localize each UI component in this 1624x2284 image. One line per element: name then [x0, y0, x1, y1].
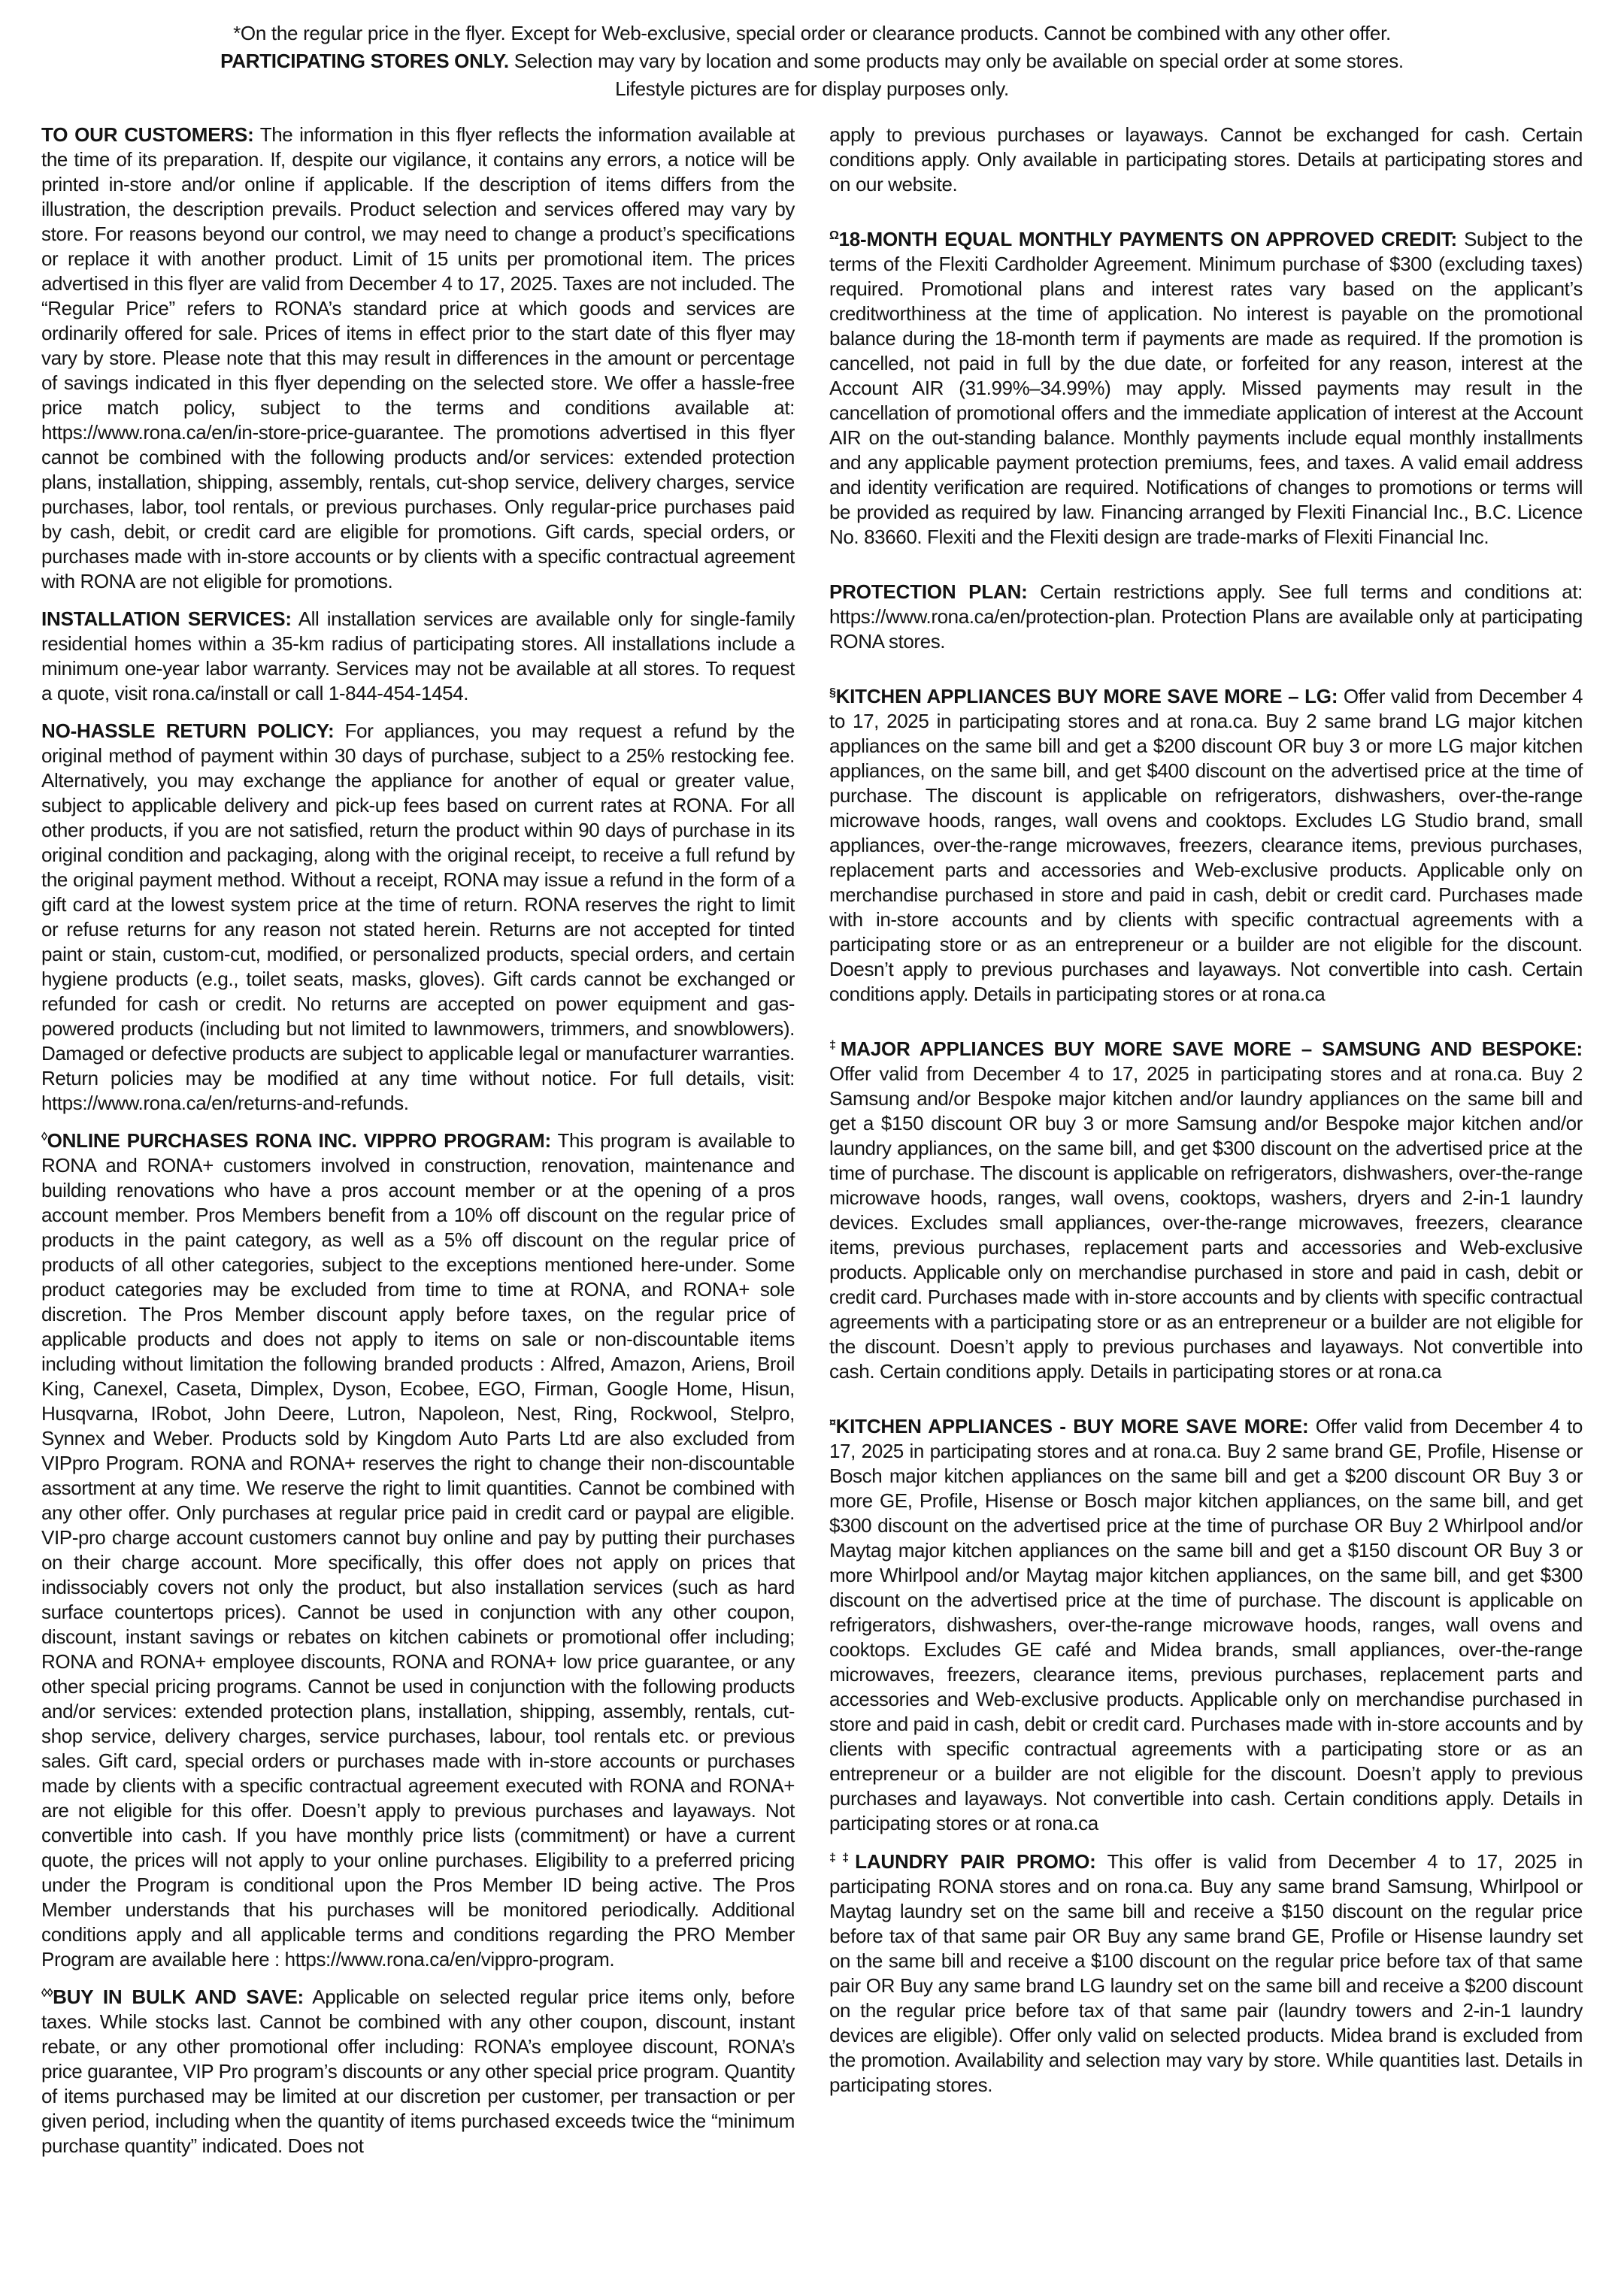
footnote-marker: ◊◊	[41, 1986, 53, 2000]
paragraph-body: The information in this flyer reflects the information available at the time of its preparation. If, despite our vigilance, it contains any errors, a notice will be printed in-store and/or online if applicable. If the description of items differs from the illustration, the description prevails. Product selection and services offered may vary by store. For reasons beyond our control, we may need to change a product’s specifications or replace it with another product. Limit of 15 units per promotional item. The prices advertised in this flyer are valid from December 4 to 17, 2025. Taxes are not included. The “Regular Price” refers to RONA’s standard price at which goods and services are ordinarily offered for sale. Prices of items in effect prior to the start date of this flyer may vary by store. Please note that this may result in differences in the amount or percentage of savings indicated in this flyer depending on the selected store. We offer a hassle-free price match policy, subject to the terms and conditions available at: https://www.rona.ca/en/in-store-price-guarantee. The promotions advertised in this flyer cannot be combined with the following products and/or services: extended protection plans, installation, shipping, assembly, rentals, cut-shop service, delivery charges, service purchases, labor, tool rentals, or previous purchases. Only regular-price purchases paid by cash, debit, or credit card are eligible for promotions. Gift cards, special orders, or purchases made with in-store accounts or by clients with a specific contractual agreement with RONA are not eligible for promotions.	[41, 123, 795, 592]
paragraph-body: apply to previous purchases or layaways. Cannot be exchanged for cash. Certain conditions apply. Only available in participating stores. Details at participating stores and on our website.	[829, 123, 1583, 195]
paragraph-body: Offer valid from December 4 to 17, 2025 in participating stores and at rona.ca. Buy 2 same brand GE, Profile, Hisense or Bosch major kitchen appliances on the same bill and get a $200 discount OR Buy 3 or more GE, Profile, Hisense or Bosch major kitchen appliances, on the same bill, and get $300 discount on the advertised price at the time of purchase OR Buy 2 Whirlpool and/or Maytag major kitchen appliances on the same bill and get a $150 discount OR Buy 3 or more Whirlpool and/or Maytag major kitchen appliances, on the same bill, and get $300 discount on the advertised price at the time of purchase. The discount is applicable on refrigerators, dishwashers, over-the-range microwave hoods, ranges, wall ovens and cooktops. Excludes GE café and Midea brands, small appliances, over-the-range microwaves, freezers, clearance items, previous purchases, replacement parts and accessories and Web-exclusive products. Applicable only on merchandise purchased in store and paid in cash, debit or credit card. Purchases made with in-store accounts and by clients with specific contractual agreements with a participating store or as an entrepreneur or a builder are not eligible for the discount. Doesn’t apply to previous purchases and layaways. Not convertible into cash. Certain conditions apply. Details in participating stores or at rona.ca	[829, 1415, 1583, 1834]
paragraph-heading: ONLINE PURCHASES RONA INC. VIPPRO PROGRAM:	[47, 1129, 551, 1152]
paragraph-body: Subject to the terms of the Flexiti Cardholder Agreement. Minimum purchase of $300 (excluding taxes) required. Promotional plans and interest rates vary based on the applicant’s creditworthiness at the time of application. No interest is payable on the promotional balance during the 18-month term if payments are made as required. If the promotion is cancelled, not paid in full by the due date, or forfeited for any reason, interest at the Account AIR (31.99%–34.99%) may apply. Missed payments may result in the cancellation of promotional offers and the immediate application of interest at the Account AIR on the out-standing balance. Monthly payments include equal monthly installments and any applicable payment protection premiums, fees, and taxes. A valid email address and identity verification are required. Notifications of changes to promotions or terms will be provided as required by law. Financing arranged by Flexiti Financial Inc., B.C. Licence No. 83660. Flexiti and the Flexiti design are trade-marks of Flexiti Financial Inc.	[829, 228, 1583, 548]
footnote-marker: ‡	[829, 1038, 841, 1052]
paragraph-body: This offer is valid from December 4 to 17, 2025 in participating RONA stores and on rona.ca. Buy any same brand Samsung, Whirlpool or Maytag laundry set on the same bill and receive a $150 discount on the regular price before tax of that same pair OR Buy any same brand GE, Profile or Hisense laundry set on the same bill and receive a $100 discount on the regular price before tax of that same pair OR Buy any same brand LG laundry set on the same bill and receive a $200 discount on the regular price before tax of that same pair (laundry towers and 2-in-1 laundry devices are eligible). Offer only valid on selected products. Midea brand is excluded from the promotion. Availability and selection may vary by store. While quantities last. Details in participating stores.	[829, 1850, 1583, 2096]
terms-paragraph	[829, 1849, 1583, 2098]
participating-stores-bold: PARTICIPATING STORES ONLY.	[220, 50, 509, 72]
terms-paragraph	[829, 1414, 1583, 1836]
paragraph-body: All installation services are available only for single-family residential homes within a 35-km radius of participating stores. All installations include a minimum one-year labor warranty. Services may not be available at all stores. To request a quote, visit rona.ca/install or call 1-844-454-1454.	[41, 607, 795, 704]
paragraph-heading: INSTALLATION SERVICES:	[41, 607, 292, 630]
disclaimer-line-participating-stores	[79, 47, 1545, 75]
terms-column-right	[829, 123, 1583, 2158]
terms-paragraph	[829, 684, 1583, 1007]
terms-columns	[41, 123, 1583, 2158]
paragraph-heading: PROTECTION PLAN:	[829, 580, 1028, 603]
terms-paragraph	[41, 719, 795, 1116]
terms-paragraph	[829, 1037, 1583, 1384]
terms-paragraph	[829, 227, 1583, 550]
paragraph-heading: 18-MONTH EQUAL MONTHLY PAYMENTS ON APPROVED CREDIT:	[838, 228, 1457, 250]
paragraph-heading: KITCHEN APPLIANCES - BUY MORE SAVE MORE:	[835, 1415, 1309, 1437]
disclaimer-line-regular-price: *On the regular price in the flyer. Except for Web-exclusive, special order or clearance products. Cannot be combined with any other offer.	[233, 22, 1391, 44]
paragraph-body: For appliances, you may request a refund by the original method of payment within 30 days of purchase, subject to a 25% restocking fee. Alternatively, you may exchange the appliance for another of equal or greater value, subject to applicable delivery and pick-up fees based on current rates at RONA. For all other products, if you are not satisfied, return the product within 90 days of purchase in its original condition and packaging, along with the original receipt, to receive a full refund by the original payment method. Without a receipt, RONA may issue a refund in the form of a gift card at the lowest system price at the time of return. RONA reserves the right to limit or refuse returns for any reason not stated herein. Returns are not accepted for tinted paint or stain, custom-cut, modified, or personalized products, special orders, and certain hygiene products (e.g., toilet seats, masks, gloves). Gift cards cannot be exchanged or refunded for cash or credit. No returns are accepted on power equipment and gas-powered products (including but not limited to lawnmowers, trimmers, and snowblowers). Damaged or defective products are subject to applicable legal or manufacturer warranties. Return policies may be modified at any time without notice. For full details, visit: https://www.rona.ca/en/returns-and-refunds.	[41, 719, 795, 1114]
top-disclaimer	[79, 20, 1545, 103]
paragraph-heading: LAUNDRY PAIR PROMO:	[855, 1850, 1096, 1873]
terms-paragraph	[41, 123, 795, 594]
terms-column-left	[41, 123, 795, 2158]
footnote-marker: ‡‡	[829, 1851, 856, 1864]
paragraph-body: Offer valid from December 4 to 17, 2025 in participating stores and at rona.ca. Buy 2 same brand LG major kitchen appliances on the same bill and get a $200 discount OR buy 3 or more LG major kitchen appliances, on the same bill, and get $400 discount on the advertised price at the time of purchase. The discount is applicable on refrigerators, dishwashers, over-the-range microwave hoods, ranges, wall ovens and cooktops. Excludes LG Studio brand, small appliances, over-the-range microwaves, freezers, clearance items, previous purchases, replacement parts and accessories and Web-exclusive products. Applicable only on merchandise purchased in store and paid in cash, debit or credit card. Purchases made with in-store accounts and by clients with specific contractual agreements with a participating store or as an entrepreneur or a builder are not eligible for the discount. Doesn’t apply to previous purchases and layaways. Not convertible into cash. Certain conditions apply. Details in participating stores or at rona.ca	[829, 685, 1583, 1005]
paragraph-heading: MAJOR APPLIANCES BUY MORE SAVE MORE – SAMSUNG AND BESPOKE:	[840, 1037, 1583, 1060]
footnote-marker: §	[829, 686, 836, 699]
footnote-marker: Ω	[829, 229, 839, 242]
footnote-marker: ¤	[829, 1416, 836, 1429]
paragraph-body: Certain restrictions apply. See full terms and conditions at: https://www.rona.ca/en/protection-plan. Protection Plans are available only at participating RONA stores.	[829, 580, 1583, 653]
paragraph-heading: NO-HASSLE RETURN POLICY:	[41, 719, 335, 742]
paragraph-body: This program is available to RONA and RONA+ customers involved in construction, renovation, maintenance and building renovations who have a pros account member or at the opening of a pros account member. Pros Members benefit from a 10% off discount on the regular price of products in the paint category, as well as a 5% off discount on the regular price of products of all other categories, subject to the exceptions mentioned here-under. Some product categories may be excluded from time to time at RONA, and RONA+ sole discretion. The Pros Member discount apply before taxes, on the regular price of applicable products and does not apply to items on sale or non-discountable items including without limitation the following branded products : Alfred, Amazon, Ariens, Broil King, Canexel, Caseta, Dimplex, Dyson, Ecobee, EGO, Firman, Google Home, Hisun, Husqvarna, IRobot, John Deere, Lutron, Napoleon, Nest, Ring, Rockwool, Stelpro, Synnex and Weber. Products sold by Kingdom Auto Parts Ltd are also excluded from VIPpro Program. RONA and RONA+ reserves the right to change their non-discountable assortment at any time. We reserve the right to limit quantities. Cannot be combined with any other offer. Only purchases at regular price paid in credit card or paypal are eligible. VIP-pro charge account customers cannot buy online and pay by putting their purchases on their charge account. More specifically, this offer does not apply on prices that indissociably covers not only the product, but also installation services (such as hard surface countertops prices). Cannot be used in conjunction with any other coupon, discount, instant savings or rebates on kitchen cabinets or promotional offer including; RONA and RONA+ employee discounts, RONA and RONA+ low price guarantee, or any other special pricing programs. Cannot be used in conjunction with the following products and/or services: extended protection plans, installation, shipping, assembly, rentals, cut-shop service, delivery charges, service purchases, labour, tool rentals etc. or previous sales. Gift card, special orders or purchases made with in-store accounts or purchases made by clients with a specific contractual agreement executed with RONA and RONA+ are not eligible for this offer. Doesn’t apply to previous purchases and layaways. Not convertible into cash. If you have monthly price lists (commitment) or have a current quote, the prices will not apply to your online purchases. Eligibility to a preferred pricing under the Program is conditional upon the Pros Member ID being active. The Pros Member understands that his purchases will be monitored periodically. Additional conditions apply and all applicable terms and conditions regarding the PRO Member Program are available here : https://www.rona.ca/en/vippro-program.	[41, 1129, 795, 1970]
paragraph-heading: BUY IN BULK AND SAVE:	[53, 1986, 304, 2008]
terms-paragraph	[41, 1128, 795, 1972]
paragraph-body: Offer valid from December 4 to 17, 2025 in participating stores and at rona.ca. Buy 2 Samsung and/or Bespoke major kitchen and/or laundry appliances on the same bill and get a $150 discount OR buy 3 or more Samsung and/or Bespoke major kitchen and/or laundry appliances, on the same bill, and get $300 discount on the advertised price at the time of purchase. The discount is applicable on refrigerators, dishwashers, over-the-range microwave hoods, ranges, wall ovens, cooktops, washers, dryers and 2-in-1 laundry devices. Excludes small appliances, over-the-range microwaves, freezers, clearance items, previous purchases, replacement parts and accessories and Web-exclusive products. Applicable only on merchandise purchased in store and paid in cash, debit or credit card. Purchases made with in-store accounts and by clients with specific contractual agreements with a participating store or as an entrepreneur or a builder are not eligible for the discount. Doesn’t apply to previous purchases and layaways. Not convertible into cash. Certain conditions apply. Details in participating stores or at rona.ca	[829, 1062, 1583, 1383]
paragraph-body: Applicable on selected regular price items only, before taxes. While stocks last. Cannot be combined with any other coupon, discount, instant rebate, or any other promotional offer including: RONA’s employee discount, RONA’s price guarantee, VIP Pro program’s discounts or any other special price program. Quantity of items purchased may be limited at our discretion per customer, per transaction or per given period, including when the quantity of items purchased exceeds twice the “minimum purchase quantity” indicated. Does not	[41, 1986, 795, 2157]
paragraph-heading: KITCHEN APPLIANCES BUY MORE SAVE MORE – LG:	[835, 685, 1338, 707]
terms-paragraph	[41, 607, 795, 706]
participating-stores-rest: Selection may vary by location and some products may only be available on special order at some stores.	[508, 50, 1404, 72]
disclaimer-line-lifestyle: Lifestyle pictures are for display purposes only.	[615, 77, 1009, 100]
terms-paragraph	[829, 580, 1583, 654]
footnote-marker: ◊	[41, 1130, 47, 1144]
paragraph-heading: TO OUR CUSTOMERS:	[41, 123, 254, 146]
terms-paragraph	[829, 123, 1583, 197]
terms-paragraph	[41, 1985, 795, 2158]
